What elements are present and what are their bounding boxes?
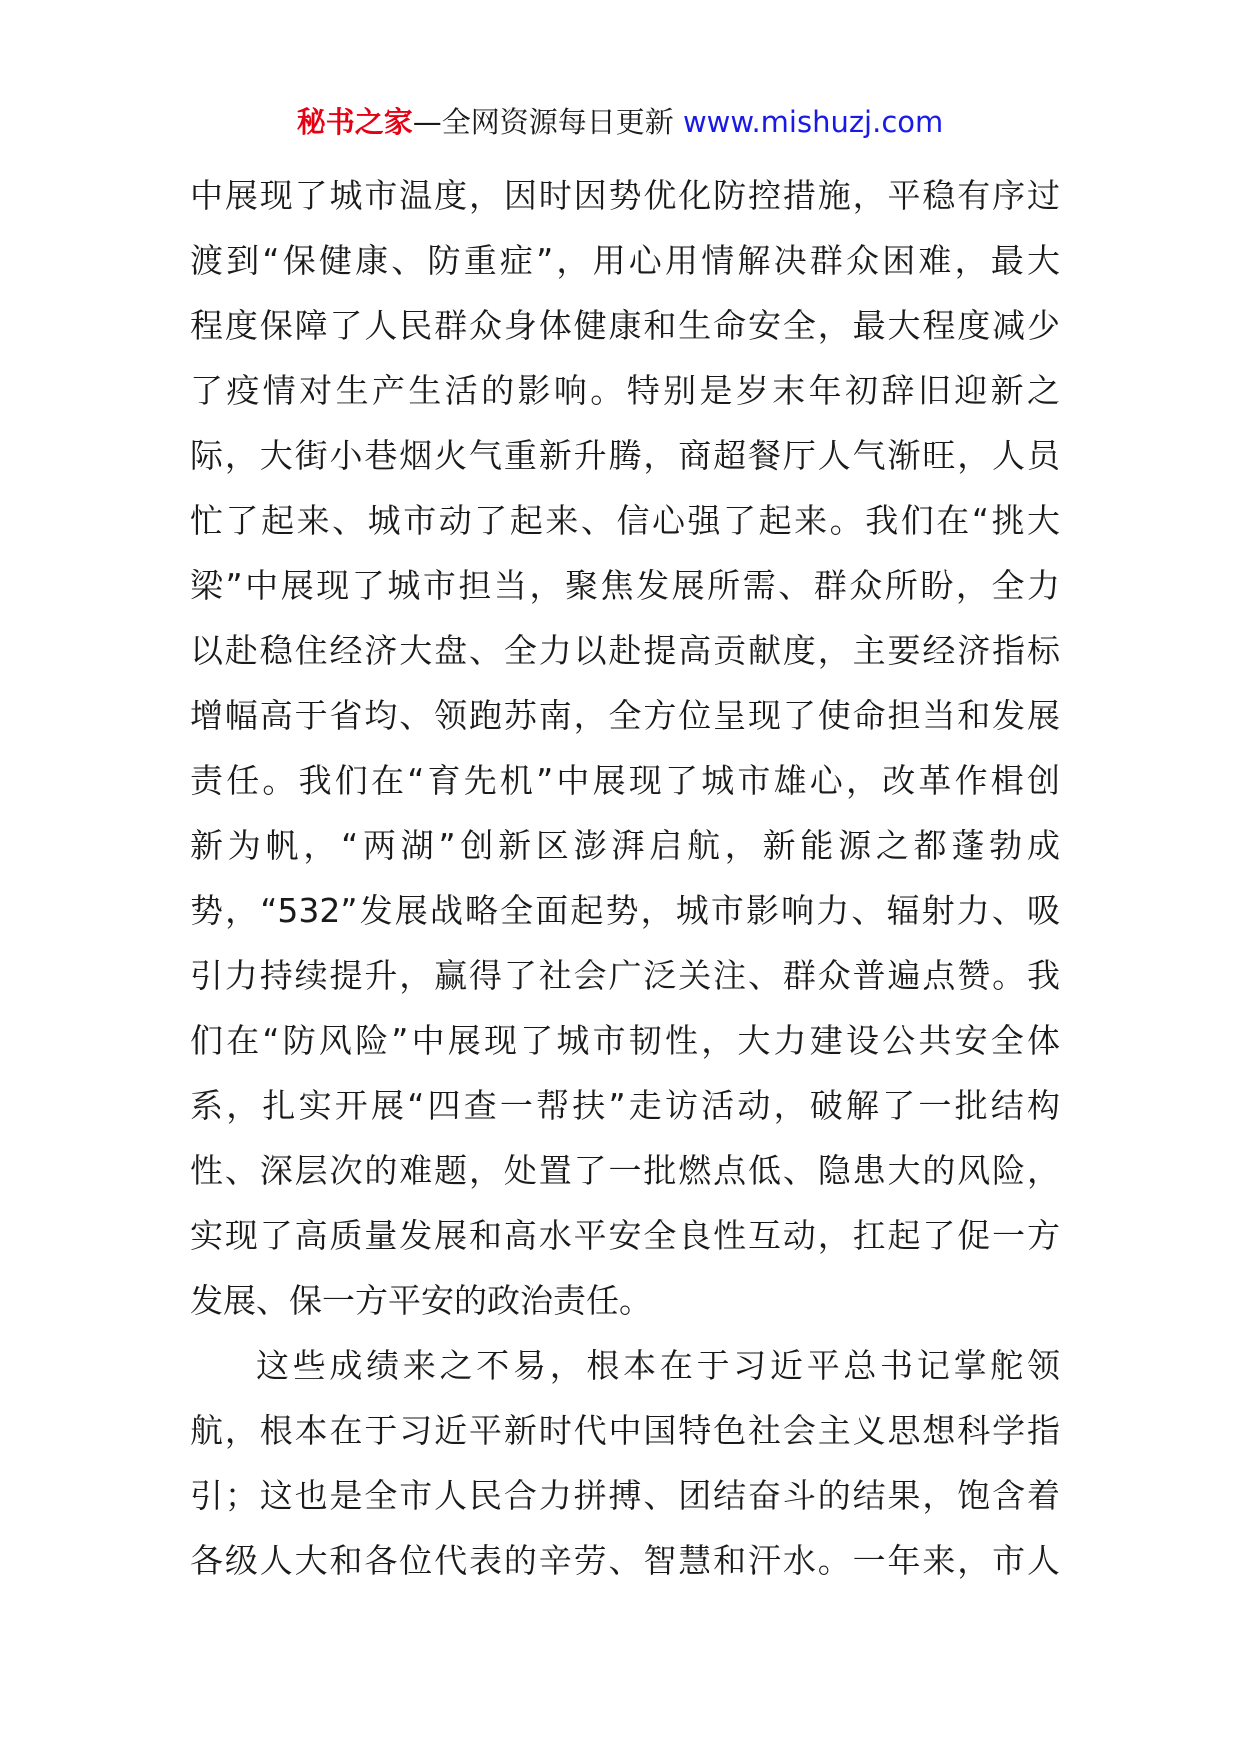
text-line: 各级人大和各位代表的辛劳、智慧和汗水。一年来，市人 — [190, 1541, 1060, 1580]
document-body — [190, 163, 1060, 1593]
text-line: 实现了高质量发展和高水平安全良性互动，扛起了促一方 — [190, 1216, 1060, 1255]
text-line: 中展现了城市温度，因时因势优化防控措施，平稳有序过 — [190, 176, 1060, 215]
site-header — [0, 100, 1240, 144]
text-line: 系，扎实开展“四查一帮扶”走访活动，破解了一批结构 — [190, 1086, 1060, 1125]
paragraph-first-line: 这些成绩来之不易，根本在于习近平总书记掌舵领 — [256, 1346, 1060, 1385]
text-line: 新为帆，“两湖”创新区澎湃启航，新能源之都蓬勃成 — [190, 826, 1060, 865]
text-line: 渡到“保健康、防重症”，用心用情解决群众困难，最大 — [190, 241, 1060, 280]
text-line: 以赴稳住经济大盘、全力以赴提高贡献度，主要经济指标 — [190, 631, 1060, 670]
text-line: 梁”中展现了城市担当，聚焦发展所需、群众所盼，全力 — [190, 566, 1060, 605]
brand-name: 秘书之家 — [296, 105, 413, 139]
text-line: 航，根本在于习近平新时代中国特色社会主义思想科学指 — [190, 1411, 1060, 1450]
text-line: 们在“防风险”中展现了城市韧性，大力建设公共安全体 — [190, 1021, 1060, 1060]
text-line: 责任。我们在“育先机”中展现了城市雄心，改革作楫创 — [190, 761, 1060, 800]
text-line: 忙了起来、城市动了起来、信心强了起来。我们在“挑大 — [190, 501, 1060, 540]
paragraph-end-line: 发展、保一方平安的政治责任。 — [190, 1281, 652, 1320]
site-slogan: —全网资源每日更新 — [412, 105, 683, 139]
text-line: 程度保障了人民群众身体健康和生命安全，最大程度减少 — [190, 306, 1060, 345]
text-line: 引力持续提升，赢得了社会广泛关注、群众普遍点赞。我 — [190, 956, 1060, 995]
site-url-link[interactable]: www.mishuzj.com — [682, 105, 944, 139]
text-line: 了疫情对生产生活的影响。特别是岁末年初辞旧迎新之 — [190, 371, 1060, 410]
text-line: 际，大街小巷烟火气重新升腾，商超餐厅人气渐旺，人员 — [190, 436, 1060, 475]
text-line: 引；这也是全市人民合力拼搏、团结奋斗的结果，饱含着 — [190, 1476, 1060, 1515]
text-line: 势，“532”发展战略全面起势，城市影响力、辐射力、吸 — [190, 891, 1060, 930]
text-line: 性、深层次的难题，处置了一批燃点低、隐患大的风险， — [190, 1151, 1060, 1190]
text-line: 增幅高于省均、领跑苏南，全方位呈现了使命担当和发展 — [190, 696, 1060, 735]
